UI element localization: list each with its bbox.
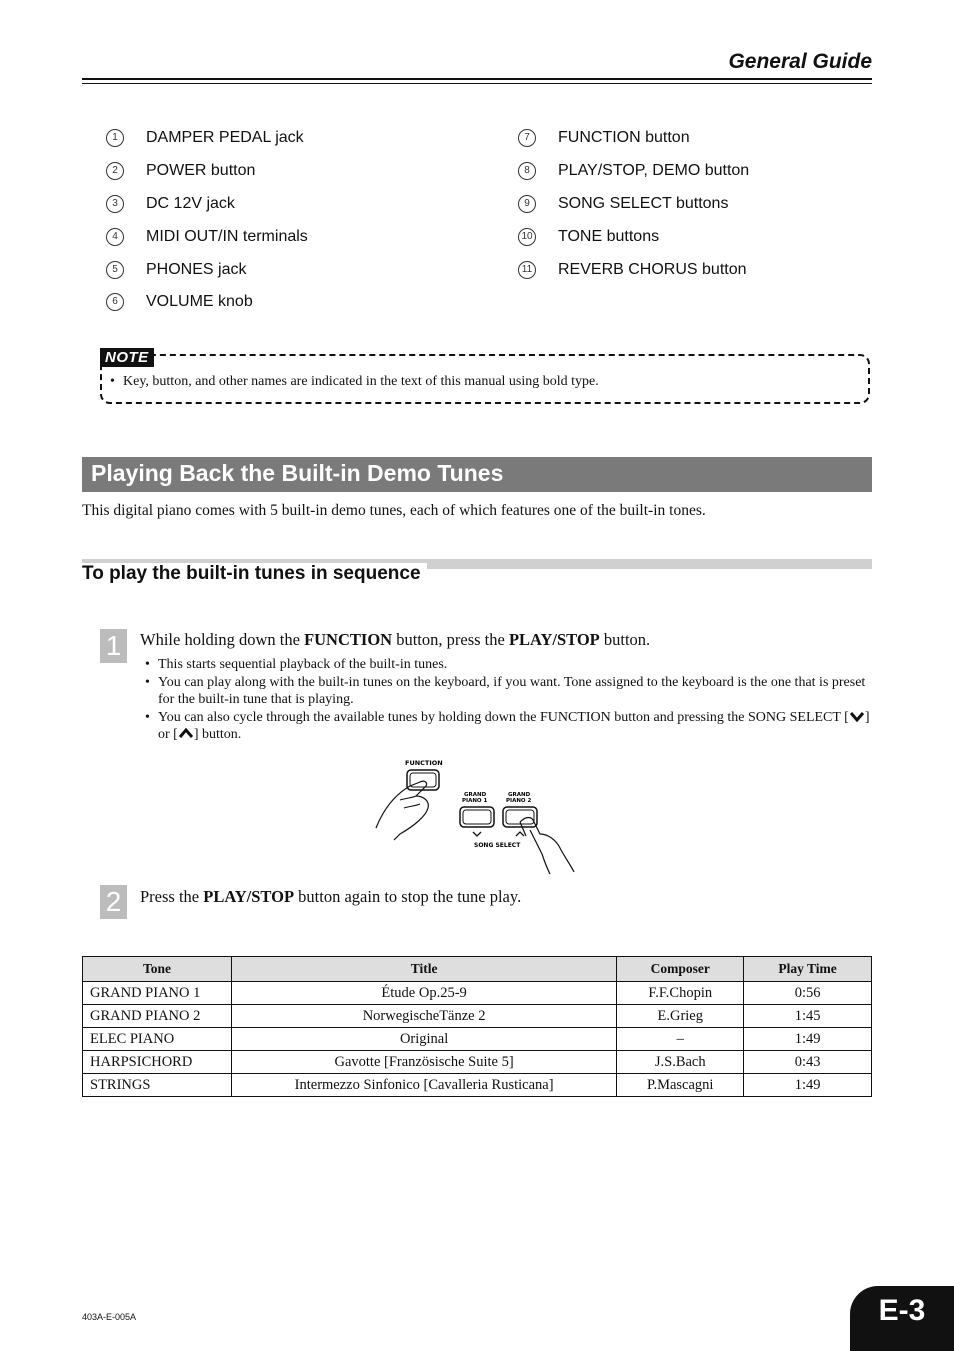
item-number: 9	[518, 195, 536, 213]
gp1-label-line2: PIANO 1	[462, 798, 488, 804]
song-select-label: SONG SELECT	[474, 842, 521, 849]
table-cell: 1:49	[744, 1074, 872, 1097]
item-number: 11	[518, 261, 536, 279]
column-header: Title	[231, 957, 616, 982]
item-label: DC 12V jack	[146, 194, 235, 212]
bullet-text: This starts sequential playback of the built-in tunes.	[158, 657, 448, 672]
table-cell: ELEC PIANO	[83, 1028, 232, 1051]
chevron-down-icon	[849, 710, 865, 723]
item-number: 6	[106, 293, 124, 311]
button-press-illustration	[370, 756, 590, 876]
item-number: 10	[518, 228, 536, 246]
page-number: E-3	[878, 1294, 926, 1327]
item-number: 5	[106, 261, 124, 279]
text-run: button.	[599, 630, 651, 649]
table-cell: J.S.Bach	[617, 1051, 744, 1074]
table-cell: GRAND PIANO 2	[83, 1005, 232, 1028]
list-item	[106, 155, 308, 188]
bold-function: FUNCTION	[304, 630, 393, 649]
note-text	[110, 374, 954, 390]
step-1-text	[140, 630, 650, 650]
item-number: 2	[106, 162, 124, 180]
table-cell: HARPSICHORD	[83, 1051, 232, 1074]
column-header: Tone	[83, 957, 232, 982]
item-number: 4	[106, 228, 124, 246]
table-row	[83, 982, 872, 1005]
section-intro: This digital piano comes with 5 built-in demo tunes, each of which features one of the built-in tones.	[82, 502, 706, 519]
table-row	[83, 1005, 872, 1028]
item-label: VOLUME knob	[146, 293, 253, 311]
item-number: 7	[518, 129, 536, 147]
chevron-up-icon	[516, 832, 524, 836]
list-item	[106, 220, 308, 253]
list-item	[106, 122, 308, 155]
table-cell: 0:43	[744, 1051, 872, 1074]
text-run: button again to stop the tune play.	[294, 887, 522, 906]
finger-lines	[400, 796, 420, 808]
table-cell: Intermezzo Sinfonico [Cavalleria Rusticana]	[231, 1074, 616, 1097]
item-label: MIDI OUT/IN terminals	[146, 227, 308, 245]
bullet-item	[145, 674, 872, 709]
gp1-label-line1: GRAND	[464, 792, 487, 798]
table-cell: 1:49	[744, 1028, 872, 1051]
page-header-title: General Guide	[728, 50, 872, 73]
gp2-label-line2: PIANO 2	[506, 798, 532, 804]
table-cell: GRAND PIANO 1	[83, 982, 232, 1005]
bold-play-stop: PLAY/STOP	[508, 630, 600, 649]
step-2-text	[140, 887, 521, 907]
parts-list-left	[106, 122, 308, 319]
note-tag: NOTE	[100, 348, 154, 367]
document-code: 403A-E-005A	[82, 1312, 137, 1322]
header-rule-thin	[82, 83, 872, 84]
table-cell: P.Mascagni	[617, 1074, 744, 1097]
table-cell: 0:56	[744, 982, 872, 1005]
bullet-item	[145, 709, 872, 744]
list-item	[518, 155, 749, 188]
item-label: FUNCTION button	[558, 129, 690, 147]
list-item	[518, 122, 749, 155]
bullet-text: You can play along with the built-in tunes on the keyboard, if you want. Tone assigned to the keyboard is the one that is preset for the built-in tune that is playing.	[158, 674, 866, 707]
table-cell: STRINGS	[83, 1074, 232, 1097]
function-label: FUNCTION	[405, 759, 443, 767]
text-run: button, press the	[392, 630, 509, 649]
item-label: REVERB CHORUS button	[558, 260, 747, 278]
item-number: 1	[106, 129, 124, 147]
table-cell: 1:45	[744, 1005, 872, 1028]
table-header-row	[83, 957, 872, 982]
chevron-down-icon	[473, 832, 481, 836]
bullet-text: ] or [	[158, 709, 870, 742]
table-cell: NorwegischeTänze 2	[231, 1005, 616, 1028]
table-cell: Gavotte [Französische Suite 5]	[231, 1051, 616, 1074]
list-item	[106, 188, 308, 221]
item-label: POWER button	[146, 162, 256, 180]
subsection-title: To play the built-in tunes in sequence	[82, 563, 427, 585]
text-run: While holding down the	[140, 630, 305, 649]
column-header: Play Time	[744, 957, 872, 982]
note-text-content: Key, button, and other names are indicated in the text of this manual using bold type.	[123, 374, 599, 389]
chevron-up-icon	[178, 727, 194, 740]
item-label: PHONES jack	[146, 260, 247, 278]
item-label: PLAY/STOP, DEMO button	[558, 162, 750, 180]
list-item	[106, 286, 308, 319]
table-row	[83, 1074, 872, 1097]
bullet-item	[145, 656, 872, 674]
table-cell: F.F.Chopin	[617, 982, 744, 1005]
header-rule	[82, 78, 872, 80]
demo-tunes-table	[82, 956, 872, 1097]
list-item	[518, 188, 749, 221]
list-item	[518, 220, 749, 253]
bullet-text: ] button.	[193, 727, 242, 742]
text-run: Press the	[140, 887, 204, 906]
parts-list-right	[518, 122, 749, 286]
item-label: TONE buttons	[558, 227, 660, 245]
step-number-1: 1	[100, 629, 127, 663]
list-item	[518, 253, 749, 286]
column-header: Composer	[617, 957, 744, 982]
table-row	[83, 1028, 872, 1051]
gp2-label-line1: GRAND	[508, 792, 531, 798]
table-cell: Original	[231, 1028, 616, 1051]
list-item	[106, 253, 308, 286]
table-cell: –	[617, 1028, 744, 1051]
table-row	[83, 1051, 872, 1074]
bold-play-stop: PLAY/STOP	[203, 887, 295, 906]
item-label: DAMPER PEDAL jack	[146, 129, 304, 147]
table-cell: E.Grieg	[617, 1005, 744, 1028]
table-cell: Étude Op.25-9	[231, 982, 616, 1005]
item-label: SONG SELECT buttons	[558, 194, 729, 212]
bullet-text: You can also cycle through the available tunes by holding down the FUNCTION button and pressing the SONG SELECT [	[158, 709, 849, 725]
item-number: 8	[518, 162, 536, 180]
item-number: 3	[106, 195, 124, 213]
step-1-bullets	[145, 656, 872, 744]
step-number-2: 2	[100, 885, 127, 919]
section-title: Playing Back the Built-in Demo Tunes	[91, 460, 504, 486]
